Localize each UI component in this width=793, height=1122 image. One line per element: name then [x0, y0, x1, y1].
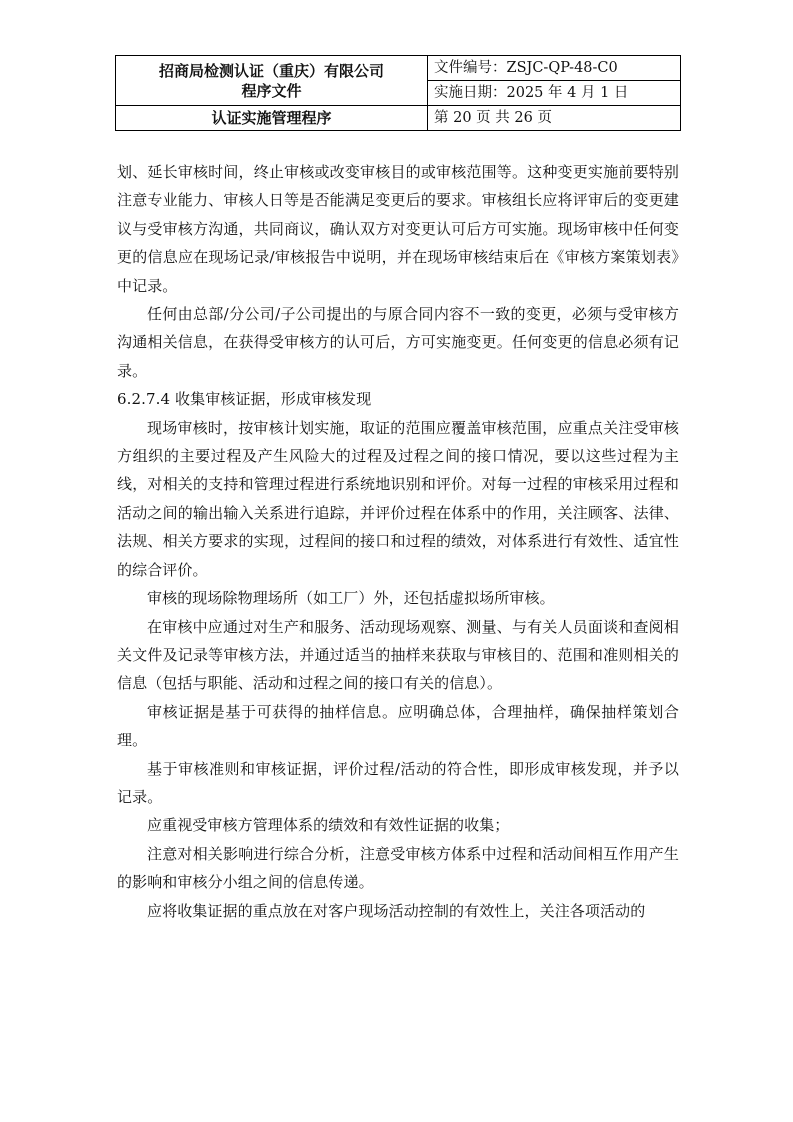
paragraph: 审核证据是基于可获得的抽样信息。应明确总体，合理抽样，确保抽样策划合理。: [117, 702, 679, 750]
document-body: [117, 158, 679, 925]
paragraph: 应将收集证据的重点放在对客户现场活动控制的有效性上，关注各项活动的: [147, 901, 646, 920]
paragraph: 现场审核时，按审核计划实施，取证的范围应覆盖审核范围，应重点关注受审核方组织的主要过程及产生风险大的过程及过程之间的接口情况，要以这些过程为主线，对相关的支持和管理过程进行系统地识别和评价。对每一过程的审核采用过程和活动之间的输出输入关系进行追踪，并评价过程在体系中的作用，关注顾客、法律、法规、相关方要求的实现，过程间的接口和过程的绩效，对体系进行有效性、适宜性的综合评价。: [117, 418, 679, 579]
document-type: 程序文件: [241, 81, 302, 100]
effective-date: 实施日期：2025 年 4 月 1 日: [428, 81, 681, 106]
paragraph: 注意对相关影响进行综合分析，注意受审核方体系中过程和活动间相互作用产生的影响和审核分小组之间的信息传递。: [117, 844, 679, 892]
company-cell: [116, 56, 428, 106]
paragraph: 审核的现场除物理场所（如工厂）外，还包括虚拟场所审核。: [147, 589, 555, 608]
document-title: 认证实施管理程序: [116, 106, 428, 131]
company-name: 招商局检测认证（重庆）有限公司: [158, 61, 384, 80]
paragraph: 任何由总部/分公司/子公司提出的与原合同内容不一致的变更，必须与受审核方沟通相关信息，在获得受审核方的认可后，方可实施变更。任何变更的信息必须有记录。: [117, 305, 679, 380]
page-number-info: 第 20 页 共 26 页: [428, 106, 681, 131]
document-number: 文件编号：ZSJC-QP-48-C0: [428, 56, 681, 81]
section-heading: 6.2.7.4 收集审核证据，形成审核发现: [117, 390, 372, 409]
paragraph: 在审核中应通过对生产和服务、活动现场观察、测量、与有关人员面谈和查阅相关文件及记录等审核方法，并通过适当的抽样来获取与审核目的、范围和准则相关的信息（包括与职能、活动和过程之间的接口有关的信息）。: [117, 617, 679, 693]
paragraph: 应重视受审核方管理体系的绩效和有效性证据的收集；: [147, 816, 510, 835]
document-header-table: [115, 55, 681, 131]
paragraph: 基于审核准则和审核证据，评价过程/活动的符合性，即形成审核发现，并予以记录。: [117, 759, 679, 806]
paragraph: 划、延长审核时间，终止审核或改变审核目的或审核范围等。这种变更实施前要特别注意专业能力、审核人日等是否能满足变更后的要求。审核组长应将评审后的变更建议与受审核方沟通，共同商议，确认双方对变更认可后方可实施。现场审核中任何变更的信息应在现场记录/审核报告中说明，并在现场审核结束后在《审核方案策划表》中记录。: [117, 163, 679, 295]
